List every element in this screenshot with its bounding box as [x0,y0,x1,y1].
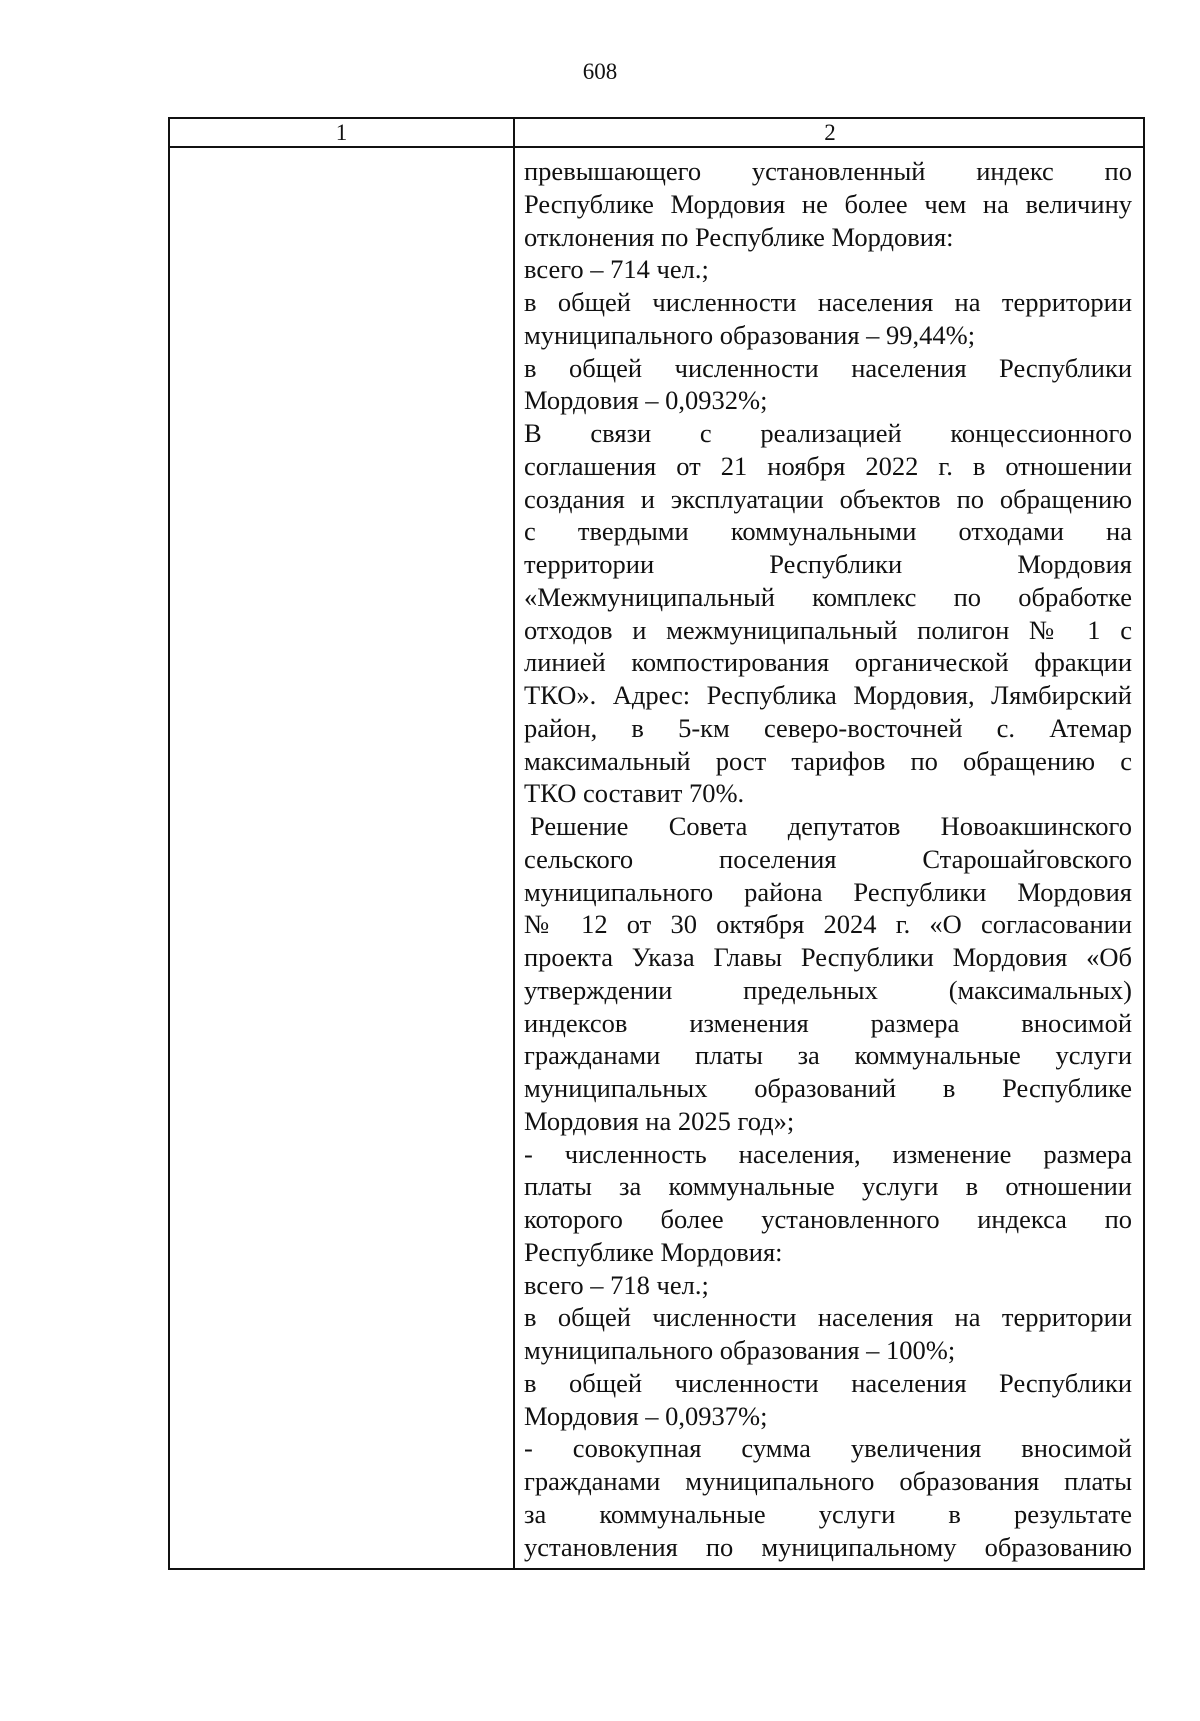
text-line: ТКО составит 70%. [524,778,745,809]
page-number: 608 [582,59,618,84]
column-1-header: 1 [335,120,348,145]
text-line: в общей численности населения на территории [524,287,1132,317]
text-line: район, в 5-км северо-восточней с. Атемар [524,712,1132,743]
text-line: В связи с реализацией концессионного [524,418,1132,448]
text-line: Решение Совета депутатов Новоакшинского [530,811,1132,841]
text-line: линией компостирования органической фракции [524,647,1132,678]
document-table [168,117,1145,1570]
column-2-content [524,155,1132,1563]
text-line: которого более установленного индекса по [524,1204,1132,1234]
text-line: гражданами муниципального образования платы [524,1466,1132,1496]
text-line: создания и эксплуатации объектов по обращению [524,483,1132,514]
text-line: муниципального образования – 100%; [524,1335,956,1365]
text-line: гражданами платы за коммунальные услуги [524,1040,1132,1071]
column-2-header: 2 [824,120,836,145]
table-header-row [170,119,1143,148]
text-line: в общей численности населения Республики [524,1367,1132,1398]
column-divider [513,119,515,1568]
text-line: муниципального района Республики Мордовия [524,876,1132,907]
text-line: всего – 714 чел.; [524,254,709,285]
text-line: отходов и межмуниципальный полигон № 1 с [524,614,1132,645]
text-line: платы за коммунальные услуги в отношении [524,1171,1132,1202]
text-line: № 12 от 30 октября 2024 г. «О согласовании [524,909,1132,940]
text-line: территории Республики Мордовия [524,549,1132,579]
text-line: сельского поселения Старошайговского [524,843,1132,874]
text-line: индексов изменения размера вносимой [524,1007,1132,1038]
text-line: соглашения от 21 ноября 2022 г. в отношении [524,450,1132,481]
text-line: «Межмуниципальный комплекс по обработке [524,581,1132,612]
text-line: всего – 718 чел.; [524,1269,709,1300]
text-line: за коммунальные услуги в результате [524,1498,1132,1529]
text-line: - совокупная сумма увеличения вносимой [524,1433,1132,1464]
text-line: Республике Мордовия: [524,1236,783,1267]
text-line: Мордовия – 0,0932%; [524,385,768,416]
text-line: превышающего установленный индекс по [524,156,1132,186]
text-line: утверждении предельных (максимальных) [524,974,1132,1005]
text-line: Мордовия – 0,0937%; [524,1400,768,1431]
text-line: установления по муниципальному образованию [524,1531,1132,1562]
text-line: муниципальных образований в Республике [524,1073,1132,1103]
text-line: отклонения по Республике Мордовия: [524,221,954,252]
text-line: Мордовия на 2025 год»; [524,1105,795,1136]
text-line: Республике Мордовия не более чем на величину [524,188,1132,219]
text-line: с твердыми коммунальными отходами на [524,516,1132,547]
text-line: максимальный рост тарифов по обращению с [524,745,1132,776]
text-line: муниципального образования – 99,44%; [524,319,976,350]
text-line: в общей численности населения Республики [524,352,1132,383]
text-line: - численность населения, изменение размера [524,1138,1132,1169]
text-line: проекта Указа Главы Республики Мордовия «Об [524,942,1132,972]
text-line: в общей численности населения на территории [524,1302,1132,1333]
text-line: ТКО». Адрес: Республика Мордовия, Лямбирский [524,680,1132,710]
